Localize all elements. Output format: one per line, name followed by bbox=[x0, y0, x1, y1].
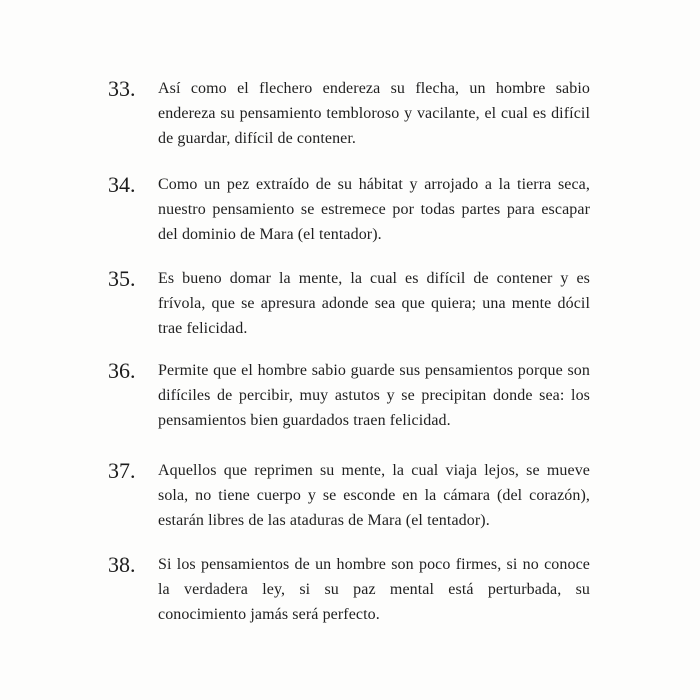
verse-38 bbox=[108, 552, 590, 627]
verse-text: Si los pensamientos de un hombre son poco firmes, si no conoce la verdadera ley, si su paz mental está perturbada, su conocimiento jamás será perfecto. bbox=[158, 556, 590, 623]
verse-number: 33. bbox=[108, 76, 136, 101]
verse-text: Aquellos que reprimen su mente, la cual viaja lejos, se mueve sola, no tiene cuerpo y se esconde en la cámara (del corazón), estarán libres de las ataduras de Mara (el tentador). bbox=[158, 462, 590, 529]
verse-number: 38. bbox=[108, 552, 136, 577]
verse-text: Así como el flechero endereza su flecha, un hombre sabio endereza su pensamiento tembloroso y vacilante, el cual es difícil de guardar, difícil de contener. bbox=[158, 80, 590, 147]
verse-text: Es bueno domar la mente, la cual es difícil de contener y es frívola, que se apresura adonde sea que quiera; una mente dócil trae felicidad. bbox=[158, 270, 590, 337]
verse-34 bbox=[108, 172, 590, 247]
verse-number: 37. bbox=[108, 458, 136, 483]
verse-35 bbox=[108, 266, 590, 341]
verse-37 bbox=[108, 458, 590, 533]
verse-number: 34. bbox=[108, 172, 136, 197]
verse-text: Permite que el hombre sabio guarde sus pensamientos porque son difíciles de percibir, muy astutos y se precipitan donde sea: los pensamientos bien guardados traen felicidad. bbox=[158, 362, 590, 429]
verse-number: 35. bbox=[108, 266, 136, 291]
verse-text: Como un pez extraído de su hábitat y arrojado a la tierra seca, nuestro pensamiento se estremece por todas partes para escapar del dominio de Mara (el tentador). bbox=[158, 176, 590, 243]
verse-33 bbox=[108, 76, 590, 151]
verse-36 bbox=[108, 358, 590, 433]
verse-number: 36. bbox=[108, 358, 136, 383]
